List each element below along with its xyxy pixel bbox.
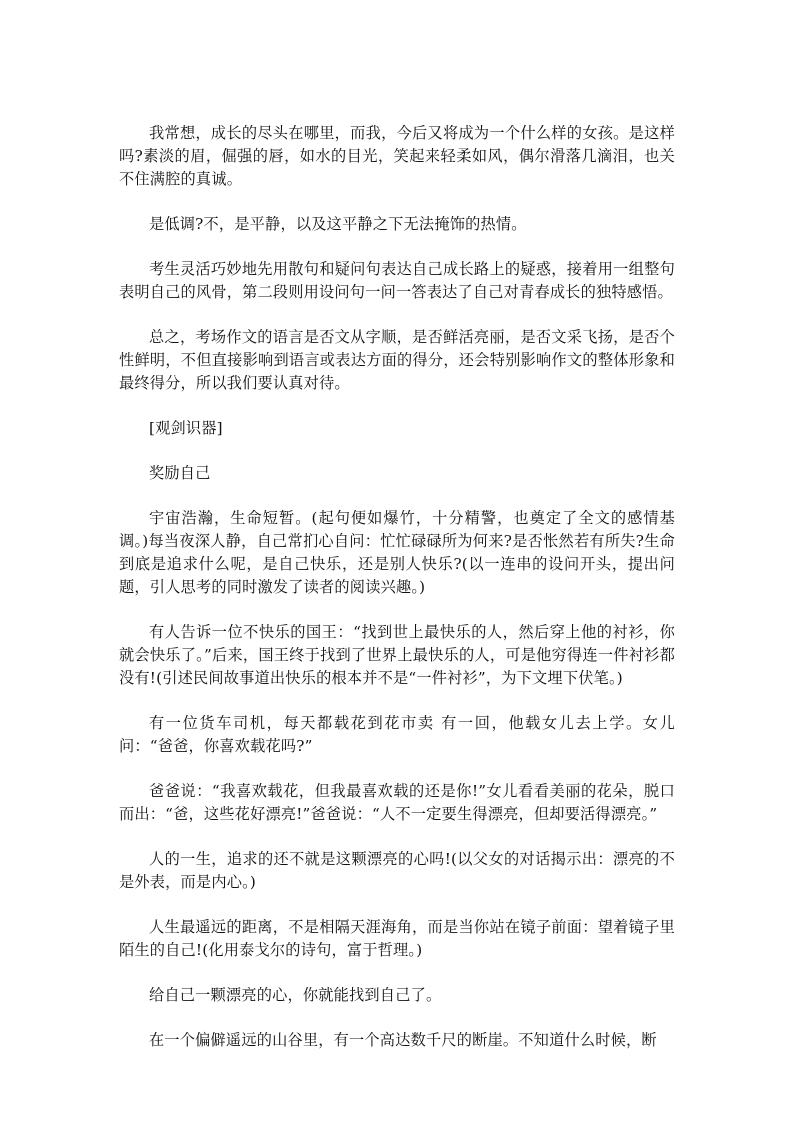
paragraph-14: 在一个偏僻遥远的山谷里，有一个高达数千尺的断崖。不知道什么时候，断 bbox=[149, 1031, 657, 1049]
paragraph-11: 人的一生，追求的还不就是这颗漂亮的心吗!(以父女的对话揭示出：漂亮的不是外表，而是内心。) bbox=[119, 850, 675, 891]
paragraph-8: 有人告诉一位不快乐的国王：“找到世上最快乐的人，然后穿上他的衬衫，你就会快乐了。”后来，国王终于找到了世界上最快乐的人，可是他穷得连一件衬衫都没有!(引述民间故事道出快乐的根本并不是“一件衬衫”，为下文埋下伏笔。) bbox=[119, 623, 675, 687]
paragraph-4: 总之，考场作文的语言是否文从字顺，是否鲜活亮丽，是否文采飞扬，是否个性鲜明，不但直接影响到语言或表达方面的得分，还会特别影响作文的整体形象和最终得分，所以我们要认真对待。 bbox=[119, 328, 675, 392]
paragraph-13: 给自己一颗漂亮的心，你就能找到自己了。 bbox=[149, 986, 442, 1004]
essay-title: 奖励自己 bbox=[149, 464, 211, 482]
section-heading: [观剑识器] bbox=[149, 419, 223, 437]
paragraph-10: 爸爸说：“我喜欢载花，但我最喜欢载的还是你!”女儿看看美丽的花朵，脱口而出：“爸，这些花好漂亮!”爸爸说：“人不一定要生得漂亮，但却要活得漂亮。” bbox=[119, 782, 675, 823]
paragraph-12: 人生最遥远的距离，不是相隔天涯海角，而是当你站在镜子前面：望着镜子里陌生的自己!(化用泰戈尔的诗句，富于哲理。) bbox=[119, 918, 675, 959]
paragraph-3: 考生灵活巧妙地先用散句和疑问句表达自己成长路上的疑惑，接着用一组整句表明自己的风骨，第二段则用设问句一问一答表达了自己对青春成长的独特感悟。 bbox=[119, 260, 675, 301]
document-body bbox=[119, 122, 675, 1074]
paragraph-9: 有一位货车司机，每天都载花到花市卖 有一回，他载女儿去上学。女儿问：“爸爸，你喜欢载花吗?” bbox=[119, 714, 675, 755]
paragraph-7: 宇宙浩瀚，生命短暂。(起句便如爆竹，十分精警，也奠定了全文的感情基调。)每当夜深人静，自己常扪心自问：忙忙碌碌所为何来?是否怅然若有所失?生命到底是追求什么呢，是自己快乐，还是别人快乐?(以一连串的设问开头，提出问题，引人思考的同时激发了读者的阅读兴趣。) bbox=[119, 509, 675, 596]
paragraph-2: 是低调?不，是平静，以及这平静之下无法掩饰的热情。 bbox=[149, 215, 527, 233]
paragraph-1: 我常想，成长的尽头在哪里，而我，今后又将成为一个什么样的女孩。是这样吗?素淡的眉，倔强的唇，如水的目光，笑起来轻柔如风，偶尔滑落几滴泪，也关不住满腔的真诚。 bbox=[119, 124, 675, 188]
